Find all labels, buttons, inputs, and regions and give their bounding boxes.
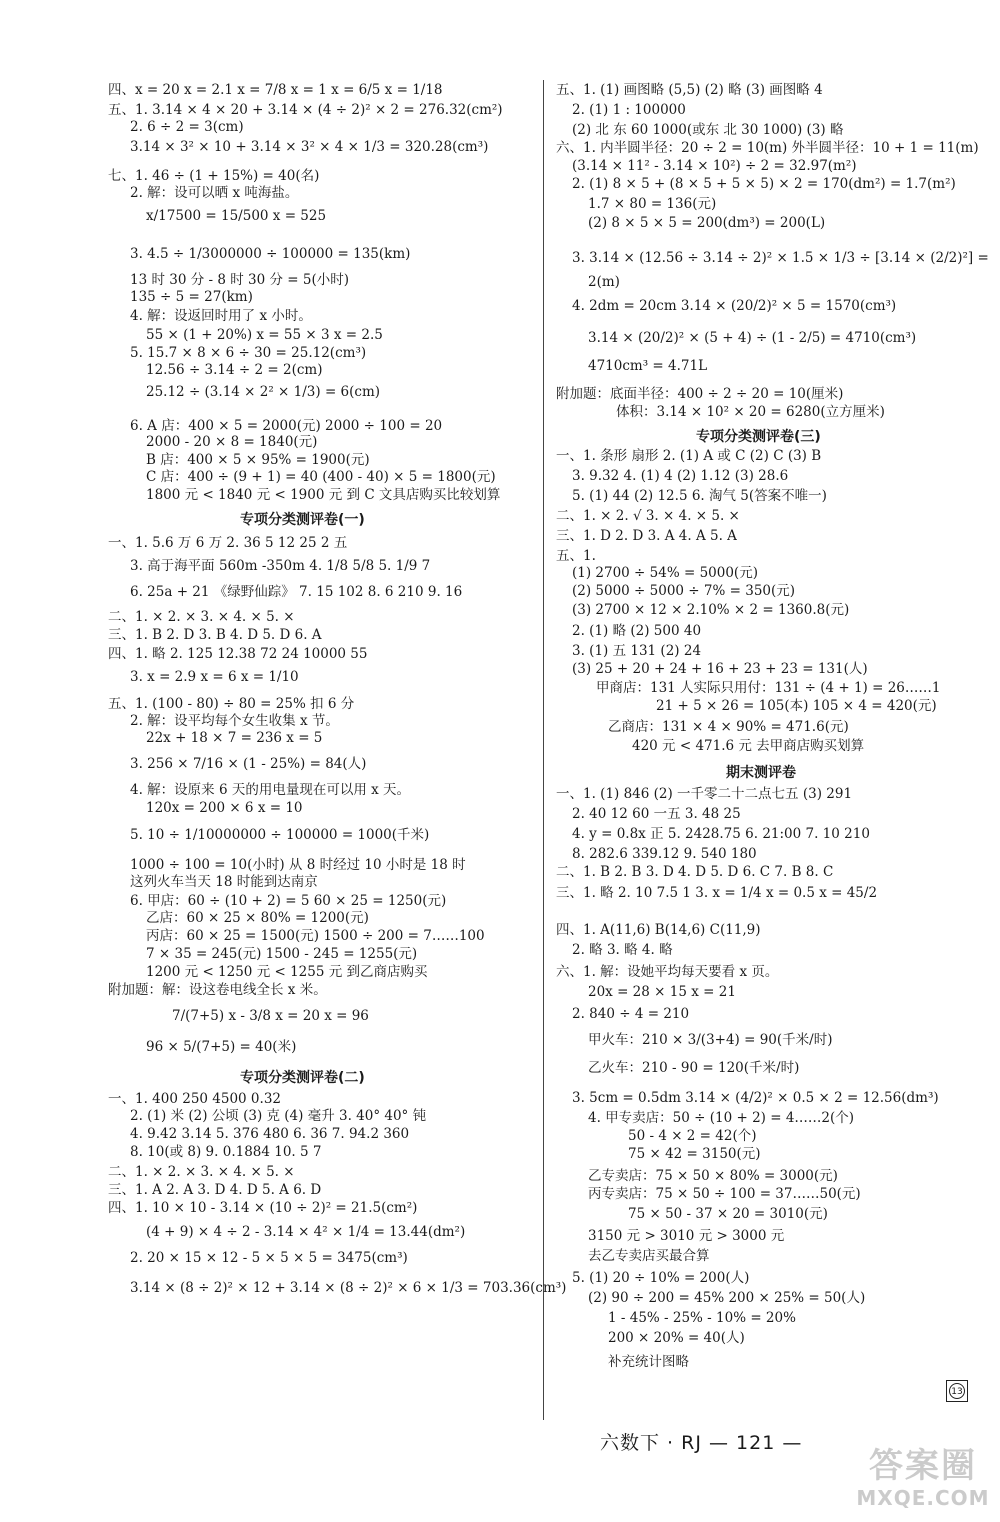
right-answer-line: (3.14 × 11² - 3.14 × 10²) ÷ 2 = 32.97(m²) — [572, 158, 857, 174]
right-answer-line: (2) 8 × 5 × 5 = 200(dm³) = 200(L) — [588, 215, 826, 231]
left-answer-line: 135 ÷ 5 = 27(km) — [130, 289, 253, 305]
right-answer-line: 五、1. (1) 画图略 (5,5) (2) 略 (3) 画图略 4 — [556, 82, 823, 98]
section-badge-number: 13 — [949, 1383, 965, 1399]
page-footer — [600, 1428, 802, 1455]
right-answer-line: (3) 2700 × 12 × 2.10% × 2 = 1360.8(元) — [572, 602, 850, 618]
right-answer-line: 一、1. 条形 扇形 2. (1) A 或 C (2) C (3) B — [556, 448, 822, 464]
right-answer-line: 2. 略 3. 略 4. 略 — [572, 942, 673, 958]
left-answer-line: 乙店：60 × 25 × 80% = 1200(元) — [146, 910, 369, 926]
right-answer-line: 4710cm³ = 4.71L — [588, 358, 708, 374]
right-answer-line: 2. (1) 8 × 5 + (8 × 5 + 5 × 5) × 2 = 170(dm²) = 1.7(m²) — [572, 176, 956, 192]
right-answer-line: (1) 2700 ÷ 54% = 5000(元) — [572, 565, 758, 581]
left-answer-line: 6. 25a + 21 《绿野仙踪》 7. 15 102 8. 6 210 9. 16 — [130, 584, 463, 600]
left-answer-line: 一、1. 400 250 4500 0.32 — [108, 1091, 281, 1107]
left-answer-line: 四、1. 略 2. 125 12.38 72 24 10000 55 — [108, 646, 368, 662]
left-answer-line: 一、1. 5.6 万 6 万 2. 36 5 12 25 2 五 — [108, 535, 348, 551]
left-answer-line: 3.14 × (8 ÷ 2)² × 12 + 3.14 × (8 ÷ 2)² × 6 × 1/3 = 703.36(cm³) — [130, 1280, 567, 1296]
right-answer-line: 75 × 42 = 3150(元) — [628, 1146, 761, 1162]
right-answer-line: 1.7 × 80 = 136(元) — [588, 196, 717, 212]
right-answer-line: 20x = 28 × 15 x = 21 — [588, 984, 736, 1000]
left-answer-line: C 店：400 ÷ (9 + 1) = 40 (400 - 40) × 5 = 1800(元) — [146, 469, 496, 485]
right-answer-line: 5. (1) 44 (2) 12.5 6. 淘气 5(答案不唯一) — [572, 488, 827, 504]
watermark-logo — [852, 1446, 994, 1518]
right-answer-line: 3.14 × (20/2)² × (5 + 4) ÷ (1 - 2/5) = 4710(cm³) — [588, 330, 917, 346]
right-answer-line: 50 - 4 × 2 = 42(个) — [628, 1128, 757, 1144]
right-answer-line: 75 × 50 - 37 × 20 = 3010(元) — [628, 1206, 828, 1222]
left-answer-line: 四、x = 20 x = 2.1 x = 7/8 x = 1 x = 6/5 x = 1/18 — [108, 82, 443, 98]
left-answer-line: B 店：400 × 5 × 95% = 1900(元) — [146, 452, 370, 468]
column-divider — [543, 80, 544, 1420]
left-answer-line: 8. 10(或 8) 9. 0.1884 10. 5 7 — [130, 1144, 322, 1160]
right-answer-line: 五、1. — [556, 548, 596, 564]
right-answer-line: 1 - 45% - 25% - 10% = 20% — [608, 1310, 796, 1326]
right-answer-line: 5. (1) 20 ÷ 10% = 200(人) — [572, 1270, 750, 1286]
left-answer-line: 2. 解：设平均每个女生收集 x 节。 — [130, 713, 339, 729]
left-answer-line: 二、1. × 2. × 3. × 4. × 5. × — [108, 609, 295, 625]
right-answer-line: 200 × 20% = 40(人) — [608, 1330, 745, 1346]
left-answer-line: 2. 解：设可以晒 x 吨海盐。 — [130, 185, 299, 201]
right-answer-line: 3150 元 > 3010 元 > 3000 元 — [588, 1228, 785, 1244]
left-answer-line: 7/(7+5) x - 3/8 x = 20 x = 96 — [172, 1008, 369, 1024]
watermark-text: 答案圈 — [869, 1446, 977, 1486]
left-answer-line: 4. 解：设返回时用了 x 小时。 — [130, 308, 312, 324]
left-answer-line: 附加题：解：设这卷电线全长 x 米。 — [108, 982, 327, 998]
left-answer-line: (4 + 9) × 4 ÷ 2 - 3.14 × 4² × 1/4 = 13.44(dm²) — [146, 1224, 466, 1240]
left-answer-line: 1800 元 < 1840 元 < 1900 元 到 C 文具店购买比较划算 — [146, 487, 501, 503]
left-answer-line: 1000 ÷ 100 = 10(小时) 从 8 时经过 10 小时是 18 时 — [130, 857, 466, 873]
right-answer-line: 2. (1) 略 (2) 500 40 — [572, 623, 702, 639]
left-answer-line: 12.56 ÷ 3.14 ÷ 2 = 2(cm) — [146, 362, 323, 378]
right-answer-line: 二、1. B 2. B 3. D 4. D 5. D 6. C 7. B 8. C — [556, 864, 834, 880]
left-answer-line: 4. 解：设原来 6 天的用电量现在可以用 x 天。 — [130, 782, 411, 798]
left-answer-line: 2. (1) 米 (2) 公顷 (3) 克 (4) 毫升 3. 40° 40° 钝 — [130, 1108, 427, 1124]
left-section-title: 专项分类测评卷(一) — [240, 512, 365, 528]
left-answer-line: 2000 - 20 × 8 = 1840(元) — [146, 434, 318, 450]
left-answer-line: 四、1. 10 × 10 - 3.14 × (10 ÷ 2)² = 21.5(cm²) — [108, 1200, 418, 1216]
right-answer-line: 乙专卖店：75 × 50 × 80% = 3000(元) — [588, 1168, 838, 1184]
left-answer-line: 3.14 × 3² × 10 + 3.14 × 3² × 4 × 1/3 = 320.28(cm³) — [130, 139, 489, 155]
right-answer-line: 六、1. 内半圆半径：20 ÷ 2 = 10(m) 外半圆半径：10 + 1 = 11(m) — [556, 140, 979, 156]
right-answer-line: 三、1. 略 2. 10 7.5 1 3. x = 1/4 x = 0.5 x = 45/2 — [556, 885, 878, 901]
left-answer-line: 这列火车当天 18 时能到达南京 — [130, 874, 318, 890]
right-section-title: 专项分类测评卷(三) — [696, 429, 821, 445]
left-answer-line: 6. A 店：400 × 5 = 2000(元) 2000 ÷ 100 = 20 — [130, 418, 443, 434]
right-answer-line: 4. 2dm = 20cm 3.14 × (20/2)² × 5 = 1570(cm³) — [572, 298, 897, 314]
right-answer-line: 2. 40 12 60 一五 3. 48 25 — [572, 806, 741, 822]
right-answer-line: 乙商店：131 × 4 × 90% = 471.6(元) — [608, 719, 849, 735]
left-answer-line: 6. 甲店：60 ÷ (10 + 2) = 5 60 × 25 = 1250(元) — [130, 893, 447, 909]
right-answer-line: 4. y = 0.8x 正 5. 2428.75 6. 21:00 7. 10 210 — [572, 826, 870, 842]
left-answer-line: 3. 高于海平面 560m -350m 4. 1/8 5/8 5. 1/9 7 — [130, 558, 431, 574]
left-section-title: 专项分类测评卷(二) — [240, 1070, 365, 1086]
page-number: — 121 — — [708, 1432, 803, 1454]
left-answer-line: 五、1. 3.14 × 4 × 20 + 3.14 × (4 ÷ 2)² × 2 = 276.32(cm²) — [108, 102, 503, 118]
right-answer-line: 2(m) — [588, 274, 620, 290]
left-answer-line: 五、1. (100 - 80) ÷ 80 = 25% 扣 6 分 — [108, 696, 355, 712]
right-answer-line: 丙专卖店：75 × 50 ÷ 100 = 37……50(元) — [588, 1186, 861, 1202]
left-answer-line: 13 时 30 分 - 8 时 30 分 = 5(小时) — [130, 272, 350, 288]
left-answer-line: 25.12 ÷ (3.14 × 2² × 1/3) = 6(cm) — [146, 384, 381, 400]
right-answer-line: 3. 9.32 4. (1) 4 (2) 1.12 (3) 28.6 — [572, 468, 789, 484]
left-answer-line: 七、1. 46 ÷ (1 + 15%) = 40(名) — [108, 168, 320, 184]
right-answer-line: 六、1. 解：设她平均每天要看 x 页。 — [556, 964, 779, 980]
right-answer-line: 一、1. (1) 846 (2) 一千零二十二点七五 (3) 291 — [556, 786, 853, 802]
left-answer-line: 5. 10 ÷ 1/10000000 ÷ 100000 = 1000(千米) — [130, 827, 430, 843]
right-answer-line: 3. (1) 五 131 (2) 24 — [572, 643, 702, 659]
left-answer-line: 5. 15.7 × 8 × 6 ÷ 30 = 25.12(cm³) — [130, 345, 367, 361]
left-answer-line: 三、1. B 2. D 3. B 4. D 5. D 6. A — [108, 627, 322, 643]
left-answer-line: 2. 6 ÷ 2 = 3(cm) — [130, 119, 244, 135]
left-answer-line: 7 × 35 = 245(元) 1500 - 245 = 1255(元) — [146, 946, 418, 962]
right-answer-line: 体积：3.14 × 10² × 20 = 6280(立方厘米) — [616, 404, 885, 420]
left-answer-line: 2. 20 × 15 × 12 - 5 × 5 × 5 = 3475(cm³) — [130, 1250, 408, 1266]
right-answer-line: 3. 3.14 × (12.56 ÷ 3.14 ÷ 2)² × 1.5 × 1/3 ÷ [3.14 × (2/2)²] = — [572, 250, 989, 266]
left-answer-line: 1200 元 < 1250 元 < 1255 元 到乙商店购买 — [146, 964, 428, 980]
left-answer-line: 55 × (1 + 20%) x = 55 × 3 x = 2.5 — [146, 327, 383, 343]
right-answer-line: 乙火车：210 - 90 = 120(千米/时) — [588, 1060, 800, 1076]
right-answer-line: 补充统计图略 — [608, 1354, 689, 1370]
right-section-title: 期末测评卷 — [726, 765, 796, 781]
book-code: 六数下 · RJ — [600, 1432, 702, 1454]
right-answer-line: 附加题：底面半径：400 ÷ 2 ÷ 20 = 10(厘米) — [556, 386, 844, 402]
left-answer-line: 丙店：60 × 25 = 1500(元) 1500 ÷ 200 = 7……100 — [146, 928, 485, 944]
left-answer-line: 22x + 18 × 7 = 236 x = 5 — [146, 730, 323, 746]
right-answer-line: (3) 25 + 20 + 24 + 16 + 23 + 23 = 131(人) — [572, 661, 868, 677]
left-answer-line: 120x = 200 × 6 x = 10 — [146, 800, 303, 816]
right-answer-line: 8. 282.6 339.12 9. 540 180 — [572, 846, 757, 862]
left-answer-line: x/17500 = 15/500 x = 525 — [146, 208, 327, 224]
right-answer-line: 去乙专卖店买最合算 — [588, 1248, 710, 1264]
left-answer-line: 二、1. × 2. × 3. × 4. × 5. × — [108, 1164, 295, 1180]
left-answer-line: 4. 9.42 3.14 5. 376 480 6. 36 7. 94.2 360 — [130, 1126, 410, 1142]
right-answer-line: 420 元 < 471.6 元 去甲商店购买划算 — [632, 738, 865, 754]
right-answer-line: (2) 90 ÷ 200 = 45% 200 × 25% = 50(人) — [588, 1290, 866, 1306]
left-answer-line: 96 × 5/(7+5) = 40(米) — [146, 1039, 297, 1055]
left-answer-line: 3. x = 2.9 x = 6 x = 1/10 — [130, 669, 299, 685]
right-answer-line: 3. 5cm = 0.5dm 3.14 × (4/2)² × 0.5 × 2 = 12.56(dm³) — [572, 1090, 939, 1106]
right-answer-line: 二、1. × 2. √ 3. × 4. × 5. × — [556, 508, 740, 524]
right-answer-line: 甲火车：210 × 3/(3+4) = 90(千米/时) — [588, 1032, 833, 1048]
section-badge — [946, 1380, 968, 1402]
right-answer-line: 4. 甲专卖店：50 ÷ (10 + 2) = 4……2(个) — [588, 1110, 855, 1126]
watermark-url: MXQE.COM — [856, 1486, 990, 1510]
right-answer-line: 2. (1) 1 : 100000 — [572, 102, 686, 118]
right-answer-line: 2. 840 ÷ 4 = 210 — [572, 1006, 690, 1022]
left-answer-line: 3. 4.5 ÷ 1/3000000 ÷ 100000 = 135(km) — [130, 246, 411, 262]
right-answer-line: (2) 5000 ÷ 5000 ÷ 7% = 350(元) — [572, 583, 796, 599]
right-answer-line: 21 + 5 × 26 = 105(本) 105 × 4 = 420(元) — [656, 698, 937, 714]
left-answer-line: 3. 256 × 7/16 × (1 - 25%) = 84(人) — [130, 756, 367, 772]
right-answer-line: (2) 北 东 60 1000(或东 北 30 1000) (3) 略 — [572, 122, 844, 138]
right-answer-line: 四、1. A(11,6) B(14,6) C(11,9) — [556, 922, 761, 938]
right-answer-line: 三、1. D 2. D 3. A 4. A 5. A — [556, 528, 737, 544]
left-answer-line: 三、1. A 2. A 3. D 4. D 5. A 6. D — [108, 1182, 322, 1198]
right-answer-line: 甲商店：131 人实际只用付：131 ÷ (4 + 1) = 26……1 — [596, 680, 941, 696]
